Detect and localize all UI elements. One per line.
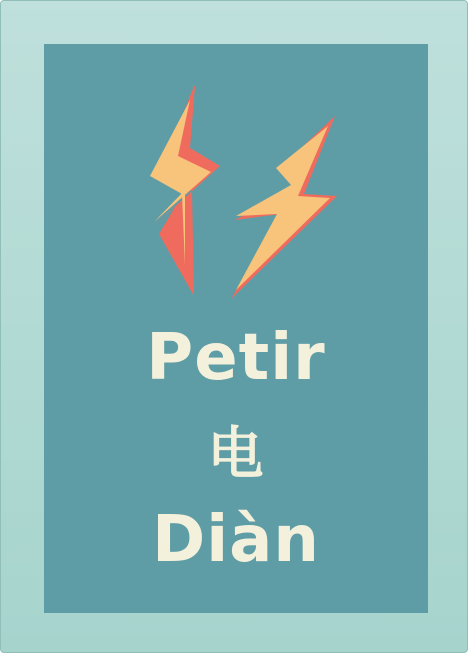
lightning-bolt-icon — [150, 86, 220, 296]
flash-card — [44, 44, 428, 613]
lightning-bolt-icon — [231, 116, 337, 299]
word-malay: Petir — [146, 321, 326, 395]
word-pinyin: Diàn — [152, 503, 320, 577]
word-hanzi: 电 — [207, 422, 265, 487]
lightning-bolts-icon — [44, 44, 428, 344]
